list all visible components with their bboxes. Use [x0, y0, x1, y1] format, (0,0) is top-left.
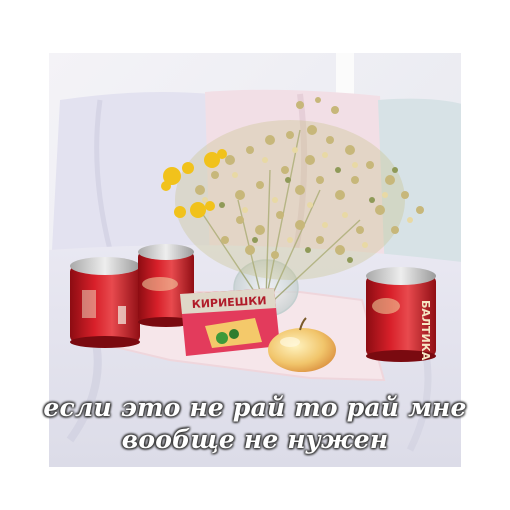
- snack-bag: [180, 288, 280, 356]
- beer-can-right: [366, 267, 436, 362]
- caption-line-1: если это не рай то рай мне: [43, 393, 467, 422]
- caption-line-2: вообще не нужен: [121, 425, 389, 454]
- can-brand-label: БАЛТИКА: [419, 300, 432, 361]
- beer-can-left: [70, 257, 140, 348]
- snack-brand-label: КИРИЕШКИ: [191, 294, 267, 311]
